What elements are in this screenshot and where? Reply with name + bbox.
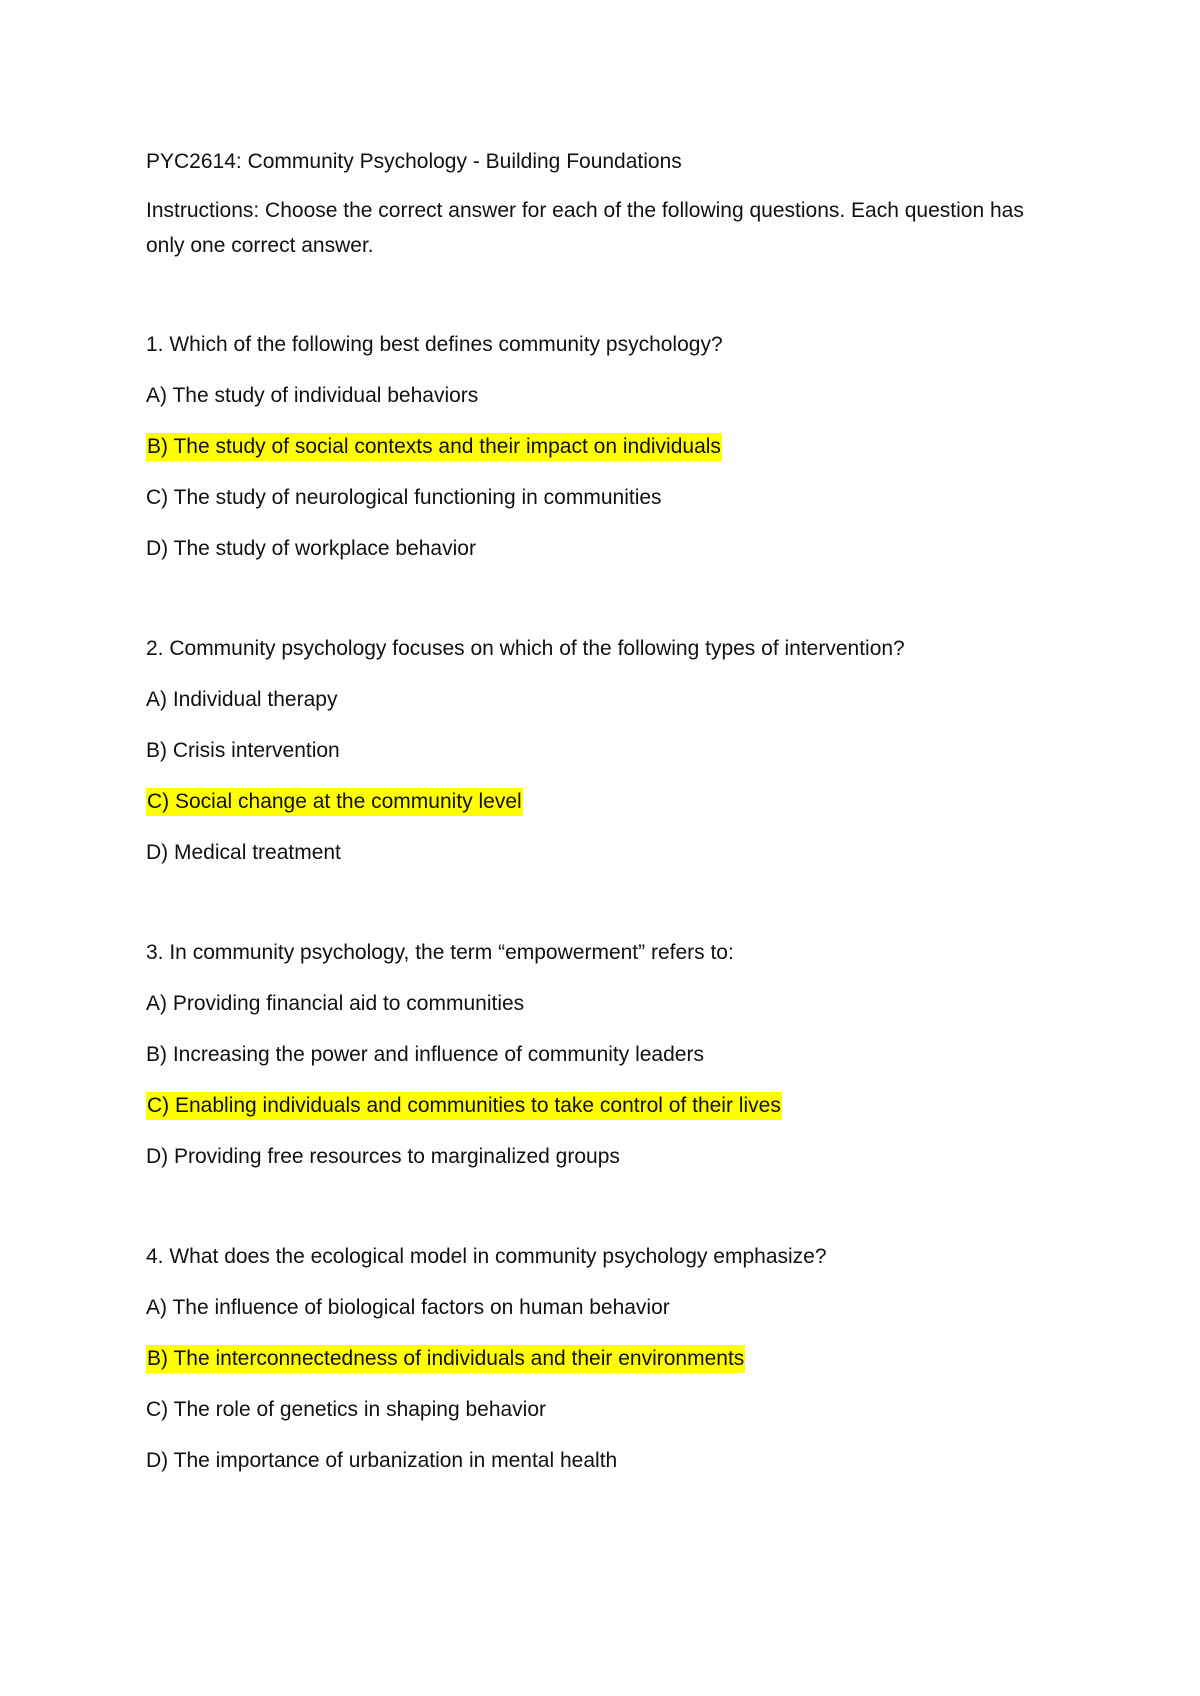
option-label: A) Individual therapy	[146, 688, 338, 711]
question-3	[146, 935, 1046, 1174]
question-text: 3. In community psychology, the term “empowerment” refers to:	[146, 941, 734, 964]
option-d	[146, 1443, 1046, 1478]
option-label: D) The study of workplace behavior	[146, 537, 476, 560]
option-c-correct-highlighted	[146, 1088, 1046, 1123]
question-text: 1. Which of the following best defines community psychology?	[146, 333, 723, 356]
option-a	[146, 378, 1046, 413]
option-label: D) Providing free resources to marginalized groups	[146, 1145, 620, 1168]
question-text: 4. What does the ecological model in community psychology emphasize?	[146, 1245, 827, 1268]
document-body	[146, 144, 1046, 1478]
option-label: D) Medical treatment	[146, 841, 341, 864]
option-a	[146, 1290, 1046, 1325]
option-c	[146, 480, 1046, 515]
option-label: C) The role of genetics in shaping behavior	[146, 1398, 547, 1421]
option-d	[146, 835, 1046, 870]
option-a	[146, 682, 1046, 717]
option-label: C) Social change at the community level	[146, 788, 523, 816]
option-b	[146, 1037, 1046, 1072]
question-4	[146, 1239, 1046, 1478]
question-2	[146, 631, 1046, 870]
option-label: B) The interconnectedness of individuals and their environments	[146, 1345, 745, 1373]
option-b-correct-highlighted	[146, 429, 1046, 464]
option-b-correct-highlighted	[146, 1341, 1046, 1376]
option-a	[146, 986, 1046, 1021]
question-1	[146, 327, 1046, 566]
option-label: C) The study of neurological functioning in communities	[146, 486, 662, 509]
option-label: A) The study of individual behaviors	[146, 384, 479, 407]
option-label: A) The influence of biological factors on human behavior	[146, 1296, 670, 1319]
option-label: B) Increasing the power and influence of community leaders	[146, 1043, 704, 1066]
option-d	[146, 1139, 1046, 1174]
option-label: B) The study of social contexts and their impact on individuals	[146, 433, 722, 461]
option-d	[146, 531, 1046, 566]
option-label: B) Crisis intervention	[146, 739, 340, 762]
option-c	[146, 1392, 1046, 1427]
instructions-text: Instructions: Choose the correct answer for each of the following questions. Each question has only one correct answer.	[146, 199, 1024, 257]
document-title: PYC2614: Community Psychology - Building Foundations	[146, 150, 682, 173]
option-label: D) The importance of urbanization in mental health	[146, 1449, 618, 1472]
option-label: A) Providing financial aid to communities	[146, 992, 525, 1015]
option-label: C) Enabling individuals and communities to take control of their lives	[146, 1092, 782, 1120]
option-c-correct-highlighted	[146, 784, 1046, 819]
question-text: 2. Community psychology focuses on which of the following types of intervention?	[146, 637, 905, 660]
option-b	[146, 733, 1046, 768]
